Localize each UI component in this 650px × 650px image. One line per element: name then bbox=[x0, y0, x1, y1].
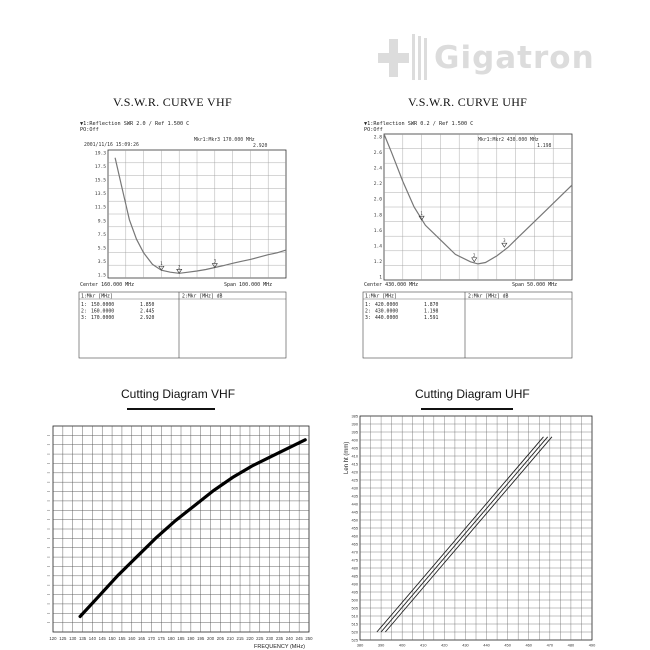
cutv-xtick-label: 180 bbox=[167, 636, 175, 641]
cutu-ytick-label: 445 bbox=[351, 509, 358, 515]
cutu-ytick-label: 450 bbox=[351, 517, 358, 523]
uhf-header-line1: ▼1:Reflection SWR 0.2 / Ref 1.500 C bbox=[364, 121, 474, 127]
vhf-table-value: 2.445 bbox=[140, 309, 155, 315]
cutu-xtick-labels bbox=[357, 643, 596, 648]
cutv-xtick-label: 165 bbox=[138, 636, 146, 641]
uhf-ytick-label: 1 bbox=[379, 275, 382, 281]
uhf-table-header-left: 1:Mkr [MHz] bbox=[365, 294, 397, 300]
vhf-table-header-right: 2:Mkr [MHz] dB bbox=[182, 294, 223, 300]
vhf-datetime: 2001/11/16 15:09:26 bbox=[84, 143, 139, 148]
cutu-ytick-label: 410 bbox=[351, 453, 358, 459]
vhf-table-freq: 170.0000 bbox=[91, 316, 115, 321]
uhf-table-freq: 420.0000 bbox=[375, 303, 399, 308]
cutu-lines bbox=[377, 437, 552, 632]
uhf-marker-label: 2 bbox=[473, 252, 476, 258]
uhf-table-value: 1.870 bbox=[424, 303, 439, 308]
uhf-table-id: 3: bbox=[365, 316, 371, 321]
vhf-marker-value: 2.920 bbox=[253, 144, 268, 149]
cutv-curve bbox=[80, 440, 305, 617]
cutv-xtick-label: 175 bbox=[157, 636, 165, 641]
vswr-uhf-chart bbox=[362, 118, 574, 360]
cutv-xtick-label: 215 bbox=[236, 636, 244, 641]
cutv-xtick-label: 220 bbox=[246, 636, 254, 641]
cutu-ytick-label: 515 bbox=[351, 621, 358, 627]
cutu-ytick-label: 510 bbox=[351, 613, 358, 619]
uhf-marker bbox=[502, 243, 507, 247]
vhf-table-value: 1.850 bbox=[140, 303, 155, 308]
vhf-footer-left: Center 160.000 MHz bbox=[80, 282, 135, 288]
cutu-xtick-label: 450 bbox=[504, 642, 511, 648]
cutv-xtick-label: 210 bbox=[226, 636, 234, 641]
cutv-xlabel: FREQUENCY (MHz) bbox=[254, 644, 305, 650]
cutu-ytick-label: 520 bbox=[351, 629, 358, 635]
cutu-xtick-label: 470 bbox=[546, 642, 554, 648]
vswr-vhf-chart bbox=[78, 118, 288, 360]
cutu-ytick-label: 390 bbox=[351, 421, 358, 427]
cutv-xtick-label: 135 bbox=[78, 636, 87, 641]
cutv-xtick-label: 245 bbox=[295, 636, 303, 641]
cut-vhf-title: Cutting Diagram VHF bbox=[121, 387, 236, 401]
cutu-ytick-label: 460 bbox=[351, 533, 358, 539]
uhf-ytick-label: 2.0 bbox=[373, 197, 382, 203]
vhf-ytick-label: 5.5 bbox=[97, 246, 106, 252]
uhf-marker-table bbox=[363, 292, 572, 358]
cutu-ytick-label: 505 bbox=[351, 605, 358, 611]
vswr-uhf-title: V.S.W.R. CURVE UHF bbox=[408, 95, 528, 109]
cutu-ytick-label: 475 bbox=[351, 557, 358, 563]
cut-vhf-title-underline bbox=[127, 408, 215, 410]
uhf-table-freq: 440.0000 bbox=[375, 316, 399, 321]
uhf-ytick-label: 2.2 bbox=[373, 182, 382, 188]
uhf-markers bbox=[419, 211, 507, 262]
vhf-ytick-label: 7.5 bbox=[97, 232, 106, 238]
cutu-ytick-label: 425 bbox=[351, 477, 358, 483]
uhf-table-value: 1.591 bbox=[424, 316, 439, 321]
cutv-xtick-label: 150 bbox=[108, 636, 116, 641]
cutv-xtick-labels bbox=[49, 636, 313, 641]
cutv-xtick-label: 250 bbox=[305, 636, 313, 641]
cutv-xtick-label: 195 bbox=[197, 636, 205, 641]
cutu-xtick-label: 460 bbox=[525, 642, 532, 648]
uhf-marker-label: Mkr1:Mkr2 430.000 MHz bbox=[478, 138, 539, 143]
vhf-marker-label: 3 bbox=[213, 258, 217, 264]
gigatron-logo bbox=[378, 34, 595, 82]
cutv-xtick-label: 130 bbox=[69, 636, 77, 641]
cutv-ytick-marks bbox=[47, 435, 50, 622]
cutu-xtick-label: 480 bbox=[567, 642, 575, 648]
vhf-ytick-label: 11.5 bbox=[94, 205, 106, 211]
cutv-xtick-label: 185 bbox=[177, 636, 185, 641]
cutv-xtick-label: 205 bbox=[216, 636, 224, 641]
uhf-marker-value: 1.198 bbox=[537, 144, 552, 149]
cutu-xtick-label: 440 bbox=[483, 642, 490, 648]
vswr-vhf-title: V.S.W.R. CURVE VHF bbox=[113, 95, 232, 109]
cutu-ytick-label: 480 bbox=[351, 565, 358, 571]
logo-text: Gigatron bbox=[434, 40, 595, 76]
vhf-marker-table bbox=[79, 292, 286, 358]
uhf-ytick-label: 1.6 bbox=[373, 228, 382, 234]
cutu-ytick-label: 455 bbox=[351, 525, 358, 531]
vhf-ytick-labels bbox=[95, 151, 106, 279]
vhf-ytick-label: 15.5 bbox=[94, 178, 106, 184]
cutu-ytick-label: 400 bbox=[351, 437, 358, 443]
uhf-table-rows bbox=[365, 302, 439, 321]
vhf-header-line2: PO:Off bbox=[80, 127, 99, 133]
uhf-marker-label: 3 bbox=[503, 238, 506, 244]
vhf-table-value: 2.920 bbox=[140, 316, 155, 321]
uhf-marker-label: 1 bbox=[420, 211, 423, 217]
cutu-ytick-labels bbox=[352, 413, 359, 642]
uhf-footer-left: Center 430.000 MHz bbox=[364, 282, 419, 288]
uhf-ytick-label: 1.2 bbox=[373, 259, 382, 265]
uhf-table-value: 1.198 bbox=[424, 309, 439, 315]
cutv-xtick-label: 240 bbox=[285, 636, 293, 641]
cutv-xtick-label: 200 bbox=[206, 636, 215, 641]
cutv-xtick-label: 170 bbox=[147, 636, 156, 641]
cutu-grid bbox=[360, 416, 592, 640]
cut-uhf-title: Cutting Diagram UHF bbox=[415, 387, 530, 401]
vhf-header-line1: ▼1:Reflection SWR 2.0 / Ref 1.500 C bbox=[80, 121, 190, 127]
cutv-xtick-label: 120 bbox=[49, 636, 57, 641]
cutu-ytick-label: 465 bbox=[351, 541, 358, 547]
vhf-table-id: 1: bbox=[81, 303, 87, 308]
vhf-ytick-label: 1.5 bbox=[97, 273, 106, 279]
cut-uhf-title-underline bbox=[421, 408, 513, 410]
vhf-marker-label: 1 bbox=[160, 261, 163, 267]
cutu-ytick-label: 495 bbox=[351, 589, 358, 595]
vhf-table-freq: 150.0000 bbox=[91, 303, 115, 308]
vhf-ytick-label: 19.3 bbox=[94, 151, 106, 157]
cutv-xtick-label: 230 bbox=[266, 636, 274, 641]
uhf-table-id: 1: bbox=[365, 303, 371, 308]
vhf-ytick-label: 3.5 bbox=[97, 259, 106, 265]
uhf-ytick-label: 1.8 bbox=[373, 213, 382, 219]
cutu-xtick-label: 490 bbox=[588, 642, 596, 648]
cutu-ytick-label: 385 bbox=[351, 413, 358, 419]
cutu-line-3 bbox=[385, 437, 552, 632]
vhf-ytick-label: 17.5 bbox=[94, 165, 106, 171]
uhf-ytick-label: 1.4 bbox=[373, 244, 382, 250]
cutu-ytick-label: 470 bbox=[351, 549, 358, 555]
uhf-ytick-labels bbox=[374, 135, 383, 281]
cutu-ytick-label: 395 bbox=[351, 429, 358, 435]
cutu-xtick-label: 410 bbox=[420, 642, 427, 648]
vhf-table-header-left: 1:Mkr [MHz] bbox=[81, 294, 113, 300]
vhf-swr-curve bbox=[115, 158, 286, 273]
cutv-xtick-label: 160 bbox=[128, 636, 136, 641]
cutu-ytick-label: 420 bbox=[351, 469, 358, 475]
cutu-ytick-label: 440 bbox=[351, 501, 358, 507]
vhf-table-id: 2: bbox=[81, 309, 87, 315]
cutu-ytick-label: 405 bbox=[351, 445, 358, 451]
uhf-ytick-label: 2.8 bbox=[373, 135, 382, 141]
cutu-ytick-label: 435 bbox=[351, 493, 358, 499]
cutu-xtick-label: 430 bbox=[462, 642, 469, 648]
cutu-xtick-label: 400 bbox=[398, 642, 406, 648]
cutv-xtick-label: 190 bbox=[187, 636, 195, 641]
cutu-ylabel: Len ht (mm) bbox=[344, 441, 350, 474]
uhf-header-line2: PO:Off bbox=[364, 127, 383, 133]
vhf-marker-label: 2 bbox=[178, 264, 181, 270]
vhf-footer-right: Span 100.000 MHz bbox=[224, 282, 273, 288]
cutting-vhf-chart bbox=[40, 412, 320, 650]
cutu-ytick-label: 525 bbox=[351, 637, 358, 643]
uhf-ytick-label: 2.4 bbox=[373, 166, 382, 172]
uhf-marker bbox=[472, 258, 477, 262]
cutu-xtick-label: 420 bbox=[441, 642, 448, 648]
cutv-xtick-label: 145 bbox=[98, 636, 106, 641]
vhf-table-id: 3: bbox=[81, 316, 87, 321]
uhf-ytick-label: 2.6 bbox=[373, 151, 382, 157]
cutu-ytick-label: 490 bbox=[351, 581, 358, 587]
cutv-xtick-label: 235 bbox=[275, 636, 284, 641]
vhf-table-rows bbox=[81, 302, 155, 321]
cutu-xtick-label: 380 bbox=[356, 642, 364, 648]
vhf-marker-label: Mkr1:Mkr3 170.000 MHz bbox=[194, 138, 255, 143]
cutu-ytick-label: 415 bbox=[351, 461, 358, 467]
uhf-grid bbox=[384, 134, 572, 280]
cutting-uhf-chart bbox=[336, 412, 600, 650]
cutu-line-2 bbox=[381, 437, 548, 632]
vhf-ytick-label: 13.5 bbox=[94, 192, 106, 198]
cutu-ytick-label: 485 bbox=[351, 573, 358, 579]
cutv-xtick-label: 125 bbox=[59, 636, 67, 641]
uhf-table-header-right: 2:Mkr [MHz] dB bbox=[468, 294, 509, 300]
vhf-ytick-label: 9.5 bbox=[97, 219, 106, 225]
uhf-table-id: 2: bbox=[365, 309, 371, 315]
vhf-grid bbox=[108, 150, 286, 278]
cutv-xtick-label: 140 bbox=[88, 636, 96, 641]
cutv-xtick-label: 225 bbox=[256, 636, 264, 641]
cutu-line-1 bbox=[377, 437, 544, 632]
cutu-xtick-label: 390 bbox=[377, 642, 385, 648]
uhf-footer-right: Span 50.000 MHz bbox=[512, 282, 558, 288]
uhf-table-freq: 430.0000 bbox=[375, 309, 399, 315]
cutu-ytick-label: 430 bbox=[351, 485, 358, 491]
cutu-ytick-label: 500 bbox=[351, 597, 358, 603]
cutv-xtick-label: 155 bbox=[118, 636, 126, 641]
brand-mark-icon bbox=[378, 34, 428, 82]
vhf-table-freq: 160.0000 bbox=[91, 309, 115, 315]
